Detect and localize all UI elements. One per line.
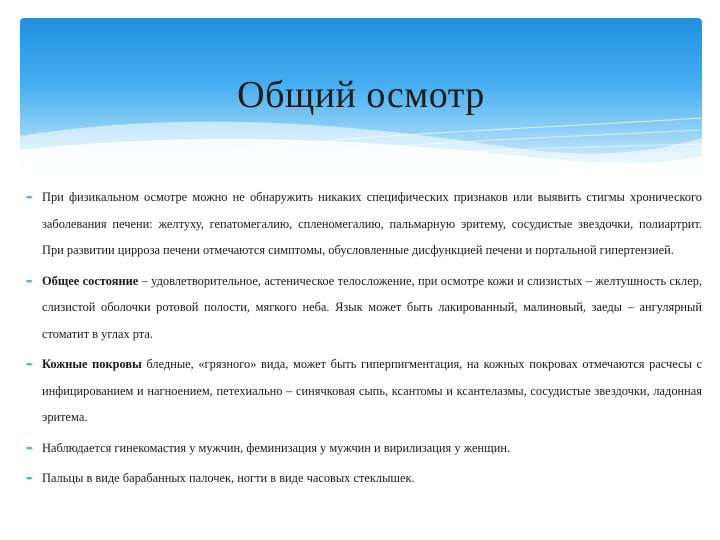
- list-item: [22, 465, 702, 492]
- item-text: При физикальном осмотре можно не обнаружить никаких специфических признаков или выявить стигмы хронического заболевания печени: желтуху, гепатомегалию, спленомегалию, пальмарную эритему, сосудистые звездочки, полиартрит. При развитии цирроза печени отмечаются симптомы, обусловленные дисфункцией печени и портальной гипертензией.: [42, 190, 702, 257]
- arrow-bullet-icon: ➨: [26, 359, 34, 369]
- item-lead: Кожные покровы: [42, 357, 142, 371]
- item-text: бледные, «грязного» вида, может быть гиперпигментация, на кожных покровах отмечаются расчесы с инфицированием и нагноением, петехиально – синячковая сыпь, ксантомы и ксантелазмы, сосудистые звездочки, ладонная эритема.: [42, 357, 703, 424]
- list-item: [22, 184, 702, 264]
- list-item: [22, 351, 702, 431]
- item-text: – удовлетворительное, астеническое телосложение, при осмотре кожи и слизистых – желтушность склер, слизистой оболочки ротовой полости, мягкого неба. Язык может быть лакированный, малиновый, заеды – ангулярный стоматит в углах рта.: [42, 273, 703, 341]
- arrow-bullet-icon: ➨: [26, 192, 34, 202]
- arrow-bullet-icon: ➨: [26, 473, 34, 483]
- item-lead: Общее состояние: [42, 273, 139, 288]
- content-list: [22, 184, 702, 496]
- page-title: Общий осмотр: [237, 74, 485, 116]
- list-item: [22, 435, 702, 462]
- item-text: Наблюдается гинекомастия у мужчин, феминизация у мужчин и вирилизация у женщин.: [42, 440, 511, 455]
- arrow-bullet-icon: ➨: [26, 442, 34, 453]
- arrow-bullet-icon: ➨: [26, 275, 34, 286]
- header-banner: [20, 18, 702, 168]
- item-text: Пальцы в виде барабанных палочек, ногти в виде часовых стеклышек.: [42, 471, 415, 485]
- list-item: [22, 268, 702, 348]
